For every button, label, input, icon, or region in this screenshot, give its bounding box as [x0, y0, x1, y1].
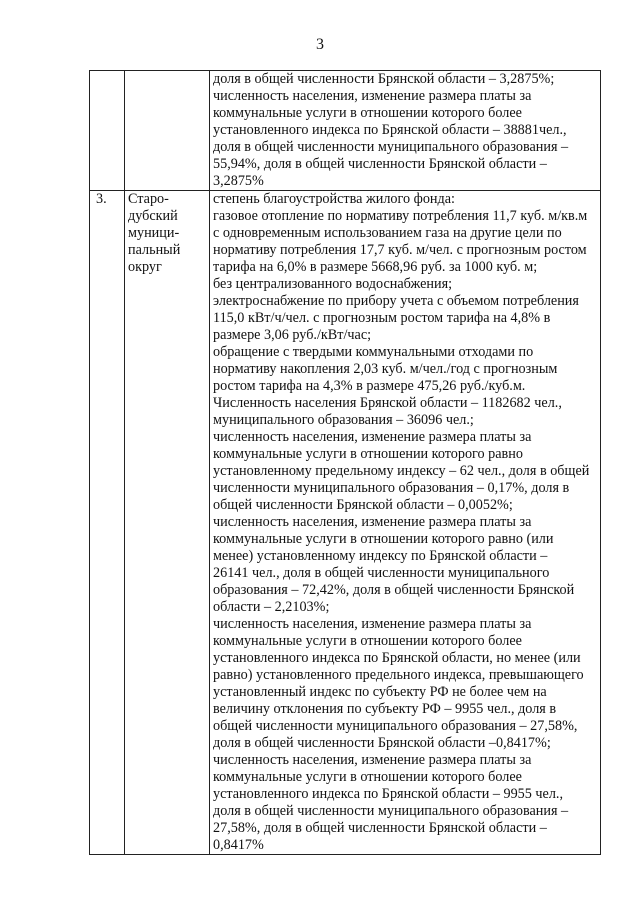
table-row: [90, 191, 601, 855]
description-line: области – 2,2103%;: [213, 599, 330, 615]
municipality-name-line: округ: [128, 259, 162, 275]
description-line: величину отклонения по субъекту РФ – 9955 чел., доля в: [213, 701, 557, 717]
description-line: численности муниципального образования – 0,17%, доля в: [213, 480, 570, 496]
description-line: коммунальные услуги в отношении которого более: [213, 633, 522, 649]
description-line: 26141 чел., доля в общей численности муниципального: [213, 565, 550, 581]
description-line: численность населения, изменение размера платы за: [213, 752, 532, 768]
description-line: доля в общей численности муниципального образования –: [213, 803, 569, 819]
description-line: тарифа на 6,0% в размере 5668,96 руб. за 1000 куб. м;: [213, 259, 538, 275]
description-line: установленного индекса по Брянской области – 38881чел.,: [213, 122, 567, 138]
description-line: доля в общей численности муниципального образования –: [213, 139, 569, 155]
description-line: установленного индекса по Брянской области – 9955 чел.,: [213, 786, 564, 802]
description-line: численность населения, изменение размера платы за: [213, 514, 532, 530]
description-line: с одновременным использованием газа на другие цели по: [213, 225, 562, 241]
description-line: менее) установленному индексу по Брянской области –: [213, 548, 548, 564]
description-cell: [210, 191, 601, 855]
description-line: 0,8417%: [213, 837, 264, 853]
description-line: общей численности муниципального образования – 27,58%,: [213, 718, 578, 734]
description-line: Численность населения Брянской области – 1182682 чел.,: [213, 395, 562, 411]
description-line: муниципального образования – 36096 чел.;: [213, 412, 474, 428]
description-line: размере 3,06 руб./кВт/час;: [213, 327, 372, 343]
page-number: 3: [316, 36, 324, 53]
description-line: численность населения, изменение размера платы за: [213, 88, 532, 104]
municipality-name-cell: [125, 191, 210, 855]
description-line: 55,94%, доля в общей численности Брянской области –: [213, 156, 547, 172]
municipality-name-line: пальный: [128, 242, 181, 258]
description-line: ростом тарифа на 4,3% в размере 475,26 руб./куб.м.: [213, 378, 526, 394]
description-line: установленного индекса по Брянской области, но менее (или: [213, 650, 581, 666]
description-line: 3,2875%: [213, 173, 264, 189]
description-line: коммунальные услуги в отношении которого более: [213, 769, 522, 785]
row-number-cell: 3.: [90, 191, 125, 855]
description-line: доля в общей численности Брянской области –0,8417%;: [213, 735, 551, 751]
description-line: нормативу потребления 17,7 куб. м/чел. с прогнозным ростом: [213, 242, 587, 258]
description-line: нормативу накопления 2,03 куб. м/чел./год с прогнозным: [213, 361, 558, 377]
table-row: [90, 71, 601, 191]
description-line: коммунальные услуги в отношении которого более: [213, 105, 522, 121]
description-line: образования – 72,42%, доля в общей численности Брянской: [213, 582, 575, 598]
description-line: равно) установленного предельного индекса, превышающего: [213, 667, 584, 683]
municipality-name-line: Старо-: [128, 191, 169, 207]
municipality-name-cell: [125, 71, 210, 191]
description-line: степень благоустройства жилого фонда:: [213, 191, 455, 207]
municipality-name-line: дубский: [128, 208, 178, 224]
description-line: обращение с твердыми коммунальными отходами по: [213, 344, 534, 360]
description-line: 115,0 кВт/ч/чел. с прогнозным ростом тарифа на 4,8% в: [213, 310, 551, 326]
description-line: 27,58%, доля в общей численности Брянской области –: [213, 820, 547, 836]
document-table: [89, 70, 601, 855]
description-line: коммунальные услуги в отношении которого равно (или: [213, 531, 554, 547]
description-cell: [210, 71, 601, 191]
description-line: электроснабжение по прибору учета с объемом потребления: [213, 293, 579, 309]
table-body: [90, 71, 601, 855]
description-line: газовое отопление по нормативу потребления 11,7 куб. м/кв.м: [213, 208, 588, 224]
description-line: установленный индекс по субъекту РФ не более чем на: [213, 684, 547, 700]
description-line: без централизованного водоснабжения;: [213, 276, 453, 292]
description-line: общей численности Брянской области – 0,0052%;: [213, 497, 513, 513]
municipality-name-line: муници-: [128, 225, 180, 241]
description-line: коммунальные услуги в отношении которого равно: [213, 446, 523, 462]
description-line: численность населения, изменение размера платы за: [213, 616, 532, 632]
description-line: установленному предельному индексу – 62 чел., доля в общей: [213, 463, 590, 479]
description-line: численность населения, изменение размера платы за: [213, 429, 532, 445]
description-line: доля в общей численности Брянской области – 3,2875%;: [213, 71, 555, 87]
row-number-cell: [90, 71, 125, 191]
